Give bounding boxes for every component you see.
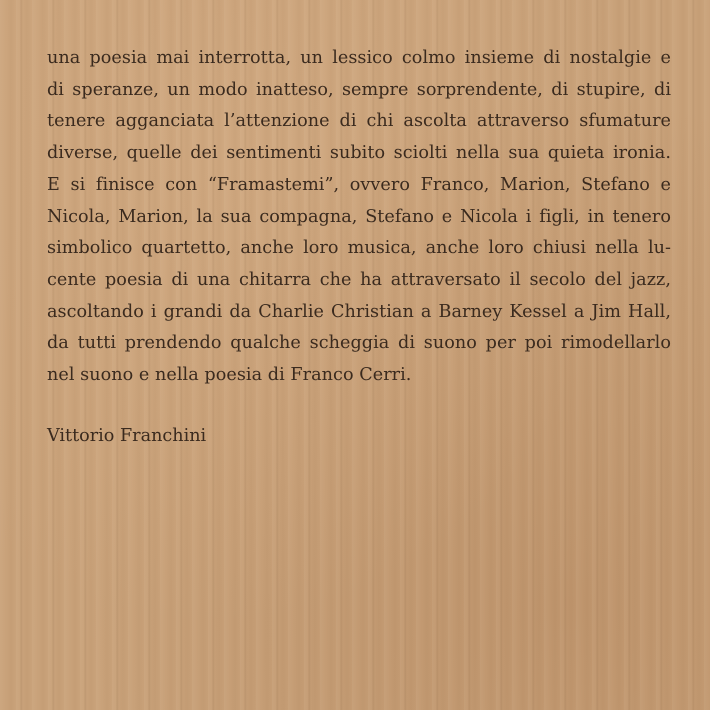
text-line: E si finisce con “Framastemi”, ovvero Franco, Marion, Stefano e — [47, 174, 671, 195]
text-line: una poesia mai interrotta, un lessico colmo insieme di nostalgie e — [47, 48, 671, 68]
text-line: di speranze, un modo inatteso, sempre sorprendente, di stupire, di — [47, 79, 671, 100]
text-line: diverse, quelle dei sentimenti subito sciolti nella sua quieta ironia. — [47, 143, 671, 164]
author-signature: Vittorio Franchini — [47, 426, 207, 446]
text-line: Nicola, Marion, la sua compagna, Stefano e Nicola i figli, in tenero — [47, 206, 671, 227]
text-line: ascoltando i grandi da Charlie Christian a Barney Kessel a Jim Hall, — [47, 301, 671, 322]
text-line: simbolico quartetto, anche loro musica, anche loro chiusi nella lu- — [47, 238, 671, 259]
text-line: da tutti prendendo qualche scheggia di suono per poi rimodellarlo — [47, 333, 671, 354]
text-line-last: nel suono e nella poesia di Franco Cerri. — [47, 365, 412, 386]
text-line: cente poesia di una chitarra che ha attraversato il secolo del jazz, — [47, 269, 671, 290]
text-body — [47, 43, 671, 392]
text-line: tenere agganciata l’attenzione di chi ascolta attraverso sfumature — [47, 111, 671, 132]
